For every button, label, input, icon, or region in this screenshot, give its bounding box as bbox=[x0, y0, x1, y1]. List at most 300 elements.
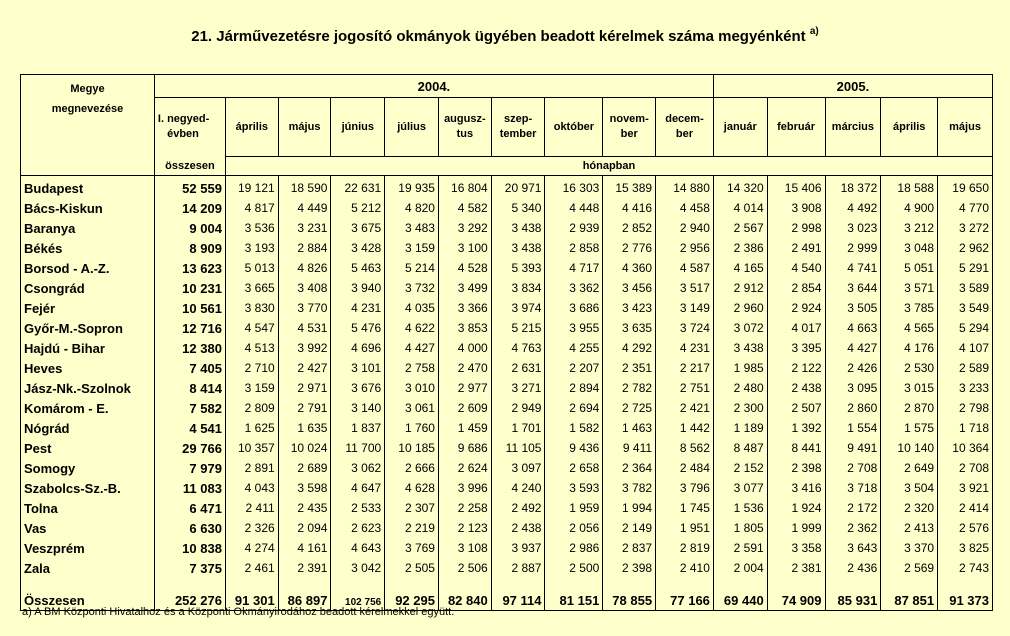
month-value: 2 056 bbox=[545, 518, 603, 538]
month-value: 2 149 bbox=[603, 518, 656, 538]
month-value: 3 921 bbox=[938, 478, 993, 498]
month-value: 2 837 bbox=[603, 538, 656, 558]
month-value: 3 428 bbox=[331, 238, 385, 258]
month-value: 1 575 bbox=[881, 418, 938, 438]
month-value: 2 391 bbox=[278, 558, 331, 578]
month-value: 14 320 bbox=[713, 176, 767, 199]
month-value: 2 421 bbox=[656, 398, 714, 418]
month-value: 4 035 bbox=[385, 298, 439, 318]
month-value: 2 398 bbox=[603, 558, 656, 578]
month-value: 4 622 bbox=[385, 318, 439, 338]
table-row bbox=[21, 258, 993, 278]
month-value: 3 724 bbox=[656, 318, 714, 338]
month-header: június bbox=[331, 98, 385, 157]
month-value: 3 718 bbox=[825, 478, 881, 498]
month-value: 2 666 bbox=[385, 458, 439, 478]
month-value: 3 438 bbox=[491, 218, 545, 238]
footnote: a) A BM Központi Hivatalhoz és a Központi Okmányirodához beadott kérelmekkel együtt. bbox=[22, 606, 455, 618]
month-value: 8 562 bbox=[656, 438, 714, 458]
month-value: 4 817 bbox=[225, 198, 278, 218]
month-value: 5 340 bbox=[491, 198, 545, 218]
month-value: 97 114 bbox=[491, 578, 545, 611]
month-value: 3 770 bbox=[278, 298, 331, 318]
q1-value: 10 838 bbox=[154, 538, 225, 558]
month-value: 4 547 bbox=[225, 318, 278, 338]
county-name: Fejér bbox=[21, 298, 155, 318]
month-header: április bbox=[225, 98, 278, 157]
month-value: 2 505 bbox=[385, 558, 439, 578]
month-value: 14 880 bbox=[656, 176, 714, 199]
month-value: 85 931 bbox=[825, 578, 881, 611]
month-value: 2 758 bbox=[385, 358, 439, 378]
month-value: 3 732 bbox=[385, 278, 439, 298]
month-value: 102 756 bbox=[331, 578, 385, 611]
month-value: 3 782 bbox=[603, 478, 656, 498]
month-value: 1 994 bbox=[603, 498, 656, 518]
month-value: 2 884 bbox=[278, 238, 331, 258]
month-value: 5 476 bbox=[331, 318, 385, 338]
month-value: 2 411 bbox=[225, 498, 278, 518]
table-row bbox=[21, 338, 993, 358]
month-header: május bbox=[278, 98, 331, 157]
month-value: 1 924 bbox=[767, 498, 825, 518]
table-row bbox=[21, 278, 993, 298]
month-value: 10 024 bbox=[278, 438, 331, 458]
month-value: 2 689 bbox=[278, 458, 331, 478]
month-value: 1 189 bbox=[713, 418, 767, 438]
month-value: 2 480 bbox=[713, 378, 767, 398]
month-header: szep- tember bbox=[491, 98, 545, 157]
month-value: 2 891 bbox=[225, 458, 278, 478]
month-value: 4 240 bbox=[491, 478, 545, 498]
month-value: 2 506 bbox=[438, 558, 491, 578]
month-value: 4 741 bbox=[825, 258, 881, 278]
table-row bbox=[21, 298, 993, 318]
month-value: 4 540 bbox=[767, 258, 825, 278]
month-value: 3 853 bbox=[438, 318, 491, 338]
month-value: 4 528 bbox=[438, 258, 491, 278]
month-value: 2 438 bbox=[767, 378, 825, 398]
county-name: Összesen bbox=[21, 578, 155, 611]
month-value: 3 097 bbox=[491, 458, 545, 478]
month-value: 5 212 bbox=[331, 198, 385, 218]
month-value: 2 971 bbox=[278, 378, 331, 398]
county-name: Somogy bbox=[21, 458, 155, 478]
month-value: 3 272 bbox=[938, 218, 993, 238]
county-header: Megye megnevezése bbox=[21, 75, 155, 176]
month-value: 2 569 bbox=[881, 558, 938, 578]
month-value: 2 004 bbox=[713, 558, 767, 578]
month-value: 78 855 bbox=[603, 578, 656, 611]
month-value: 5 393 bbox=[491, 258, 545, 278]
month-value: 2 567 bbox=[713, 218, 767, 238]
month-value: 2 710 bbox=[225, 358, 278, 378]
month-header: január bbox=[713, 98, 767, 157]
q1-value: 7 979 bbox=[154, 458, 225, 478]
month-value: 4 360 bbox=[603, 258, 656, 278]
month-value: 2 491 bbox=[767, 238, 825, 258]
month-value: 3 676 bbox=[331, 378, 385, 398]
month-header: novem- ber bbox=[603, 98, 656, 157]
month-value: 4 231 bbox=[656, 338, 714, 358]
month-value: 2 791 bbox=[278, 398, 331, 418]
month-value: 3 159 bbox=[385, 238, 439, 258]
month-value: 1 442 bbox=[656, 418, 714, 438]
q1-value: 12 716 bbox=[154, 318, 225, 338]
month-value: 2 152 bbox=[713, 458, 767, 478]
month-value: 4 565 bbox=[881, 318, 938, 338]
county-name: Csongrád bbox=[21, 278, 155, 298]
month-value: 2 743 bbox=[938, 558, 993, 578]
month-value: 4 000 bbox=[438, 338, 491, 358]
month-value: 1 635 bbox=[278, 418, 331, 438]
month-value: 2 300 bbox=[713, 398, 767, 418]
month-value: 2 589 bbox=[938, 358, 993, 378]
month-value: 2 426 bbox=[825, 358, 881, 378]
month-value: 4 416 bbox=[603, 198, 656, 218]
month-value: 4 826 bbox=[278, 258, 331, 278]
q1-value: 8 414 bbox=[154, 378, 225, 398]
month-value: 3 974 bbox=[491, 298, 545, 318]
month-value: 2 381 bbox=[767, 558, 825, 578]
month-value: 4 427 bbox=[825, 338, 881, 358]
month-value: 2 500 bbox=[545, 558, 603, 578]
month-value: 3 362 bbox=[545, 278, 603, 298]
month-value: 3 416 bbox=[767, 478, 825, 498]
month-value: 19 935 bbox=[385, 176, 439, 199]
month-value: 19 650 bbox=[938, 176, 993, 199]
month-value: 2 094 bbox=[278, 518, 331, 538]
month-value: 3 785 bbox=[881, 298, 938, 318]
month-value: 3 140 bbox=[331, 398, 385, 418]
month-value: 2 219 bbox=[385, 518, 439, 538]
month-value: 2 887 bbox=[491, 558, 545, 578]
month-value: 4 582 bbox=[438, 198, 491, 218]
month-value: 4 628 bbox=[385, 478, 439, 498]
month-value: 2 123 bbox=[438, 518, 491, 538]
month-value: 2 658 bbox=[545, 458, 603, 478]
month-value: 1 463 bbox=[603, 418, 656, 438]
month-value: 2 940 bbox=[656, 218, 714, 238]
month-value: 4 531 bbox=[278, 318, 331, 338]
county-name: Veszprém bbox=[21, 538, 155, 558]
month-value: 2 326 bbox=[225, 518, 278, 538]
month-value: 2 484 bbox=[656, 458, 714, 478]
month-value: 2 427 bbox=[278, 358, 331, 378]
month-value: 1 805 bbox=[713, 518, 767, 538]
county-name: Békés bbox=[21, 238, 155, 258]
q1-value: 6 471 bbox=[154, 498, 225, 518]
month-value: 2 413 bbox=[881, 518, 938, 538]
county-name: Zala bbox=[21, 558, 155, 578]
month-value: 3 996 bbox=[438, 478, 491, 498]
month-value: 3 675 bbox=[331, 218, 385, 238]
month-value: 16 303 bbox=[545, 176, 603, 199]
month-value: 3 233 bbox=[938, 378, 993, 398]
county-name: Bács-Kiskun bbox=[21, 198, 155, 218]
q1-value: 13 623 bbox=[154, 258, 225, 278]
month-value: 1 625 bbox=[225, 418, 278, 438]
q1-total-label: összesen bbox=[154, 157, 225, 176]
month-header: október bbox=[545, 98, 603, 157]
month-value: 1 745 bbox=[656, 498, 714, 518]
month-value: 2 949 bbox=[491, 398, 545, 418]
month-value: 3 015 bbox=[881, 378, 938, 398]
month-value: 2 410 bbox=[656, 558, 714, 578]
month-value: 4 255 bbox=[545, 338, 603, 358]
month-value: 4 292 bbox=[603, 338, 656, 358]
month-value: 3 769 bbox=[385, 538, 439, 558]
month-value: 10 140 bbox=[881, 438, 938, 458]
month-value: 3 940 bbox=[331, 278, 385, 298]
county-name: Budapest bbox=[21, 176, 155, 199]
month-value: 2 364 bbox=[603, 458, 656, 478]
month-value: 2 708 bbox=[825, 458, 881, 478]
table-row bbox=[21, 398, 993, 418]
month-value: 2 776 bbox=[603, 238, 656, 258]
q1-value: 7 405 bbox=[154, 358, 225, 378]
q1-value: 7 582 bbox=[154, 398, 225, 418]
month-value: 77 166 bbox=[656, 578, 714, 611]
month-value: 2 624 bbox=[438, 458, 491, 478]
month-value: 1 951 bbox=[656, 518, 714, 538]
month-value: 4 587 bbox=[656, 258, 714, 278]
month-value: 2 977 bbox=[438, 378, 491, 398]
monthly-header: hónapban bbox=[225, 157, 992, 176]
q1-value: 7 375 bbox=[154, 558, 225, 578]
month-value: 18 372 bbox=[825, 176, 881, 199]
month-value: 3 830 bbox=[225, 298, 278, 318]
month-value: 86 897 bbox=[278, 578, 331, 611]
county-name: Tolna bbox=[21, 498, 155, 518]
month-value: 1 718 bbox=[938, 418, 993, 438]
table-row bbox=[21, 238, 993, 258]
month-value: 5 291 bbox=[938, 258, 993, 278]
month-value: 3 908 bbox=[767, 198, 825, 218]
month-value: 3 483 bbox=[385, 218, 439, 238]
year-2004-header: 2004. bbox=[154, 75, 713, 98]
month-value: 3 395 bbox=[767, 338, 825, 358]
month-value: 2 217 bbox=[656, 358, 714, 378]
month-value: 5 294 bbox=[938, 318, 993, 338]
month-value: 8 441 bbox=[767, 438, 825, 458]
month-value: 4 820 bbox=[385, 198, 439, 218]
month-value: 4 492 bbox=[825, 198, 881, 218]
county-name: Komárom - E. bbox=[21, 398, 155, 418]
county-name: Szabolcs-Sz.-B. bbox=[21, 478, 155, 498]
month-value: 3 438 bbox=[491, 238, 545, 258]
table-row bbox=[21, 418, 993, 438]
month-value: 3 796 bbox=[656, 478, 714, 498]
month-value: 3 370 bbox=[881, 538, 938, 558]
month-value: 5 463 bbox=[331, 258, 385, 278]
month-value: 2 999 bbox=[825, 238, 881, 258]
table-row bbox=[21, 318, 993, 338]
month-value: 3 292 bbox=[438, 218, 491, 238]
month-value: 3 010 bbox=[385, 378, 439, 398]
month-value: 3 536 bbox=[225, 218, 278, 238]
month-value: 3 643 bbox=[825, 538, 881, 558]
month-value: 2 576 bbox=[938, 518, 993, 538]
month-value: 10 357 bbox=[225, 438, 278, 458]
month-value: 3 212 bbox=[881, 218, 938, 238]
month-value: 5 051 bbox=[881, 258, 938, 278]
county-name: Heves bbox=[21, 358, 155, 378]
q1-value: 9 004 bbox=[154, 218, 225, 238]
table-row bbox=[21, 498, 993, 518]
month-value: 9 436 bbox=[545, 438, 603, 458]
month-value: 2 956 bbox=[656, 238, 714, 258]
month-value: 2 939 bbox=[545, 218, 603, 238]
month-value: 3 048 bbox=[881, 238, 938, 258]
month-value: 3 644 bbox=[825, 278, 881, 298]
q1-value: 29 766 bbox=[154, 438, 225, 458]
table-row bbox=[21, 218, 993, 238]
month-value: 2 398 bbox=[767, 458, 825, 478]
month-value: 2 435 bbox=[278, 498, 331, 518]
table-row bbox=[21, 558, 993, 578]
month-value: 3 825 bbox=[938, 538, 993, 558]
month-value: 3 271 bbox=[491, 378, 545, 398]
month-value: 3 505 bbox=[825, 298, 881, 318]
month-value: 2 362 bbox=[825, 518, 881, 538]
month-value: 81 151 bbox=[545, 578, 603, 611]
table-row bbox=[21, 438, 993, 458]
month-value: 4 427 bbox=[385, 338, 439, 358]
month-value: 2 858 bbox=[545, 238, 603, 258]
county-name: Nógrád bbox=[21, 418, 155, 438]
month-value: 2 533 bbox=[331, 498, 385, 518]
month-value: 2 258 bbox=[438, 498, 491, 518]
month-value: 4 449 bbox=[278, 198, 331, 218]
month-value: 22 631 bbox=[331, 176, 385, 199]
month-value: 3 023 bbox=[825, 218, 881, 238]
month-value: 2 924 bbox=[767, 298, 825, 318]
month-value: 1 554 bbox=[825, 418, 881, 438]
q1-value: 6 630 bbox=[154, 518, 225, 538]
month-header: decem- ber bbox=[656, 98, 714, 157]
table-row bbox=[21, 478, 993, 498]
month-value: 11 105 bbox=[491, 438, 545, 458]
month-value: 19 121 bbox=[225, 176, 278, 199]
month-value: 2 962 bbox=[938, 238, 993, 258]
month-value: 3 834 bbox=[491, 278, 545, 298]
month-value: 3 955 bbox=[545, 318, 603, 338]
month-value: 3 159 bbox=[225, 378, 278, 398]
title-footnote-mark: a) bbox=[809, 26, 819, 37]
month-value: 2 986 bbox=[545, 538, 603, 558]
month-value: 3 589 bbox=[938, 278, 993, 298]
month-value: 3 231 bbox=[278, 218, 331, 238]
month-value: 3 062 bbox=[331, 458, 385, 478]
month-value: 2 609 bbox=[438, 398, 491, 418]
month-header: március bbox=[825, 98, 881, 157]
month-header: április bbox=[881, 98, 938, 157]
table-row bbox=[21, 378, 993, 398]
month-value: 3 101 bbox=[331, 358, 385, 378]
month-value: 3 061 bbox=[385, 398, 439, 418]
month-value: 11 700 bbox=[331, 438, 385, 458]
month-value: 1 392 bbox=[767, 418, 825, 438]
month-value: 3 635 bbox=[603, 318, 656, 338]
month-value: 3 598 bbox=[278, 478, 331, 498]
month-value: 4 014 bbox=[713, 198, 767, 218]
month-value: 2 860 bbox=[825, 398, 881, 418]
month-value: 74 909 bbox=[767, 578, 825, 611]
month-value: 5 013 bbox=[225, 258, 278, 278]
month-value: 1 837 bbox=[331, 418, 385, 438]
month-value: 4 107 bbox=[938, 338, 993, 358]
month-value: 4 643 bbox=[331, 538, 385, 558]
month-value: 15 389 bbox=[603, 176, 656, 199]
month-value: 3 593 bbox=[545, 478, 603, 498]
month-value: 4 231 bbox=[331, 298, 385, 318]
month-value: 69 440 bbox=[713, 578, 767, 611]
county-name: Hajdú - Bihar bbox=[21, 338, 155, 358]
month-value: 4 717 bbox=[545, 258, 603, 278]
month-value: 1 459 bbox=[438, 418, 491, 438]
month-value: 3 095 bbox=[825, 378, 881, 398]
month-value: 4 900 bbox=[881, 198, 938, 218]
county-name: Baranya bbox=[21, 218, 155, 238]
month-value: 4 647 bbox=[331, 478, 385, 498]
month-value: 2 631 bbox=[491, 358, 545, 378]
month-value: 1 985 bbox=[713, 358, 767, 378]
month-value: 3 423 bbox=[603, 298, 656, 318]
month-value: 3 504 bbox=[881, 478, 938, 498]
month-value: 2 854 bbox=[767, 278, 825, 298]
month-value: 2 351 bbox=[603, 358, 656, 378]
month-value: 15 406 bbox=[767, 176, 825, 199]
table-title: 21. Járművezetésre jogosító okmányok ügyében beadott kérelmek száma megyénként $^{a)}$ bbox=[191, 26, 819, 45]
month-value: 4 663 bbox=[825, 318, 881, 338]
month-value: 2 386 bbox=[713, 238, 767, 258]
month-value: 4 043 bbox=[225, 478, 278, 498]
month-value: 3 686 bbox=[545, 298, 603, 318]
table-row bbox=[21, 458, 993, 478]
month-value: 3 077 bbox=[713, 478, 767, 498]
month-value: 9 411 bbox=[603, 438, 656, 458]
q1-value: 10 561 bbox=[154, 298, 225, 318]
month-value: 3 438 bbox=[713, 338, 767, 358]
data-table bbox=[20, 74, 993, 611]
month-value: 2 998 bbox=[767, 218, 825, 238]
month-value: 1 999 bbox=[767, 518, 825, 538]
month-header: május bbox=[938, 98, 993, 157]
month-value: 91 301 bbox=[225, 578, 278, 611]
month-value: 3 149 bbox=[656, 298, 714, 318]
month-value: 3 108 bbox=[438, 538, 491, 558]
month-value: 2 894 bbox=[545, 378, 603, 398]
month-value: 2 725 bbox=[603, 398, 656, 418]
month-value: 3 665 bbox=[225, 278, 278, 298]
month-header: július bbox=[385, 98, 439, 157]
month-value: 5 215 bbox=[491, 318, 545, 338]
month-value: 4 696 bbox=[331, 338, 385, 358]
month-value: 3 366 bbox=[438, 298, 491, 318]
month-value: 3 992 bbox=[278, 338, 331, 358]
month-value: 2 172 bbox=[825, 498, 881, 518]
county-name: Borsod - A.-Z. bbox=[21, 258, 155, 278]
month-value: 3 517 bbox=[656, 278, 714, 298]
month-value: 92 295 bbox=[385, 578, 439, 611]
table-row bbox=[21, 538, 993, 558]
month-value: 3 549 bbox=[938, 298, 993, 318]
month-value: 8 487 bbox=[713, 438, 767, 458]
q1-value: 10 231 bbox=[154, 278, 225, 298]
q1-value: 11 083 bbox=[154, 478, 225, 498]
month-value: 1 582 bbox=[545, 418, 603, 438]
